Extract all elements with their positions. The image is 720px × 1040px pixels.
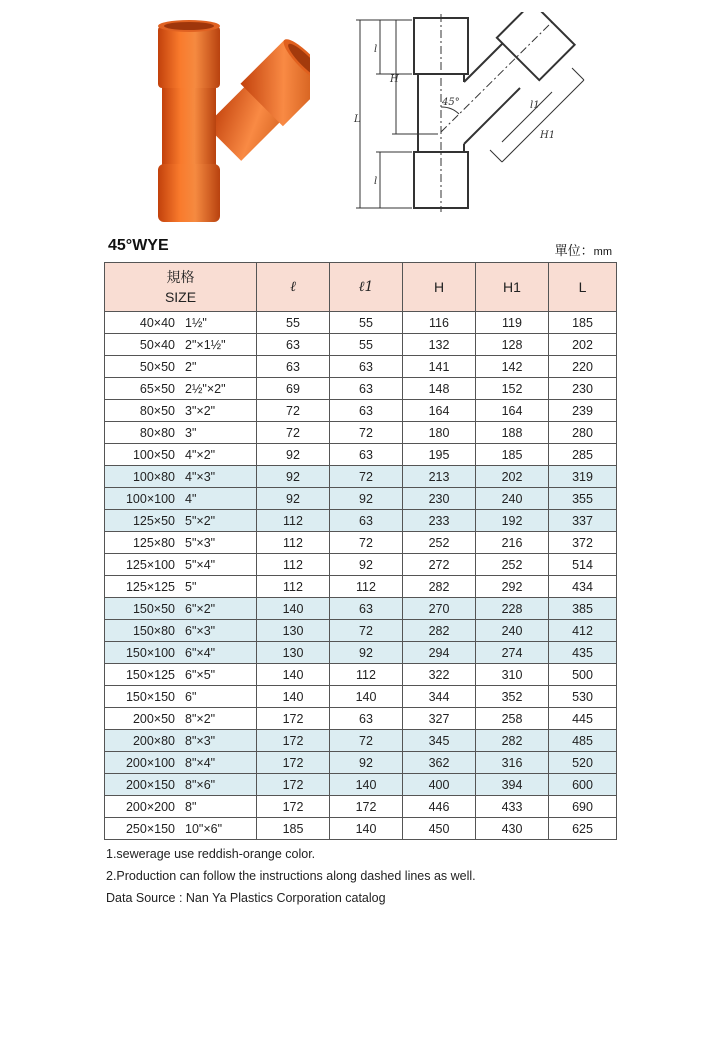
cell-size-metric: 150×80 — [132, 623, 175, 638]
cell-l: 69 — [257, 378, 330, 400]
cell-h1: 310 — [476, 664, 549, 686]
cell-l: 185 — [257, 818, 330, 840]
cell-size — [105, 642, 257, 664]
cell-l: 172 — [257, 796, 330, 818]
table-row — [105, 730, 617, 752]
table-row — [105, 752, 617, 774]
cell-size — [105, 708, 257, 730]
data-source: Data Source : Nan Ya Plastics Corporation catalog — [106, 891, 386, 905]
cell-h: 148 — [403, 378, 476, 400]
table-row — [105, 378, 617, 400]
cell-h1: 164 — [476, 400, 549, 422]
cell-big-l: 239 — [549, 400, 617, 422]
table-row — [105, 576, 617, 598]
cell-l: 112 — [257, 532, 330, 554]
spec-table — [104, 262, 617, 840]
cell-size-inch: 2" — [185, 359, 197, 374]
cell-size-metric: 80×80 — [139, 425, 175, 440]
table-row — [105, 488, 617, 510]
note-2: 2.Production can follow the instructions along dashed lines as well. — [106, 869, 476, 883]
cell-big-l: 690 — [549, 796, 617, 818]
cell-l: 112 — [257, 510, 330, 532]
cell-size-inch: 8" — [185, 799, 197, 814]
cell-l1: 112 — [330, 576, 403, 598]
table-row — [105, 466, 617, 488]
page-title: 45°WYE — [108, 237, 169, 254]
cell-size — [105, 664, 257, 686]
table-row — [105, 312, 617, 334]
table-row — [105, 620, 617, 642]
cell-size-metric: 200×80 — [132, 733, 175, 748]
cell-l: 92 — [257, 488, 330, 510]
cell-l1: 140 — [330, 818, 403, 840]
cell-l1: 72 — [330, 620, 403, 642]
cell-l1: 72 — [330, 466, 403, 488]
cell-size-inch: 4"×2" — [185, 447, 216, 462]
cell-size-metric: 150×150 — [125, 689, 175, 704]
cell-size-inch: 5" — [185, 579, 197, 594]
cell-l1: 112 — [330, 664, 403, 686]
cell-size — [105, 356, 257, 378]
cell-size — [105, 598, 257, 620]
cell-big-l: 385 — [549, 598, 617, 620]
cell-size — [105, 400, 257, 422]
table-row — [105, 510, 617, 532]
cell-size-inch: 10"×6" — [185, 821, 223, 836]
cell-size — [105, 576, 257, 598]
cell-h1: 240 — [476, 620, 549, 642]
cell-size-metric: 200×50 — [132, 711, 175, 726]
dim-big-l: L — [354, 114, 361, 125]
cell-h1: 228 — [476, 598, 549, 620]
cell-big-l: 434 — [549, 576, 617, 598]
cell-l1: 63 — [330, 378, 403, 400]
cell-size-inch: 4"×3" — [185, 469, 216, 484]
cell-h: 322 — [403, 664, 476, 686]
cell-l: 130 — [257, 642, 330, 664]
cell-h: 362 — [403, 752, 476, 774]
cell-size-metric: 125×80 — [132, 535, 175, 550]
cell-l1: 92 — [330, 488, 403, 510]
cell-size-metric: 200×150 — [125, 777, 175, 792]
cell-size-metric: 150×50 — [132, 601, 175, 616]
cell-h: 252 — [403, 532, 476, 554]
table-row — [105, 400, 617, 422]
cell-l: 72 — [257, 422, 330, 444]
cell-big-l: 412 — [549, 620, 617, 642]
cell-h: 446 — [403, 796, 476, 818]
dim-l-top: l — [374, 44, 378, 55]
cell-size — [105, 378, 257, 400]
header-big-l: L — [549, 263, 617, 312]
cell-size — [105, 620, 257, 642]
cell-big-l: 500 — [549, 664, 617, 686]
cell-l: 112 — [257, 554, 330, 576]
cell-size — [105, 488, 257, 510]
cell-h: 141 — [403, 356, 476, 378]
cell-big-l: 625 — [549, 818, 617, 840]
cell-h1: 119 — [476, 312, 549, 334]
cell-big-l: 280 — [549, 422, 617, 444]
table-row — [105, 334, 617, 356]
cell-h1: 192 — [476, 510, 549, 532]
cell-h: 400 — [403, 774, 476, 796]
wye-technical-drawing — [352, 12, 612, 217]
table-row — [105, 686, 617, 708]
cell-size — [105, 686, 257, 708]
cell-l1: 63 — [330, 510, 403, 532]
cell-size-inch: 6"×2" — [185, 601, 216, 616]
cell-size-metric: 40×40 — [139, 315, 175, 330]
cell-h1: 282 — [476, 730, 549, 752]
table-header-row — [105, 263, 617, 312]
cell-h: 344 — [403, 686, 476, 708]
cell-l1: 63 — [330, 708, 403, 730]
cell-size — [105, 730, 257, 752]
cell-h: 327 — [403, 708, 476, 730]
cell-size — [105, 444, 257, 466]
cell-size-inch: 1½" — [185, 315, 207, 330]
cell-size-inch: 2½"×2" — [185, 381, 226, 396]
table-row — [105, 642, 617, 664]
cell-h: 270 — [403, 598, 476, 620]
cell-h1: 430 — [476, 818, 549, 840]
cell-size-metric: 200×200 — [125, 799, 175, 814]
table-row — [105, 554, 617, 576]
table-row — [105, 356, 617, 378]
table-row — [105, 598, 617, 620]
cell-h: 282 — [403, 620, 476, 642]
cell-big-l: 520 — [549, 752, 617, 774]
cell-size — [105, 510, 257, 532]
table-row — [105, 664, 617, 686]
table-row — [105, 444, 617, 466]
cell-l: 63 — [257, 356, 330, 378]
cell-size — [105, 796, 257, 818]
cell-h: 116 — [403, 312, 476, 334]
unit-value: mm — [593, 246, 612, 258]
cell-h1: 188 — [476, 422, 549, 444]
cell-h1: 216 — [476, 532, 549, 554]
cell-h: 213 — [403, 466, 476, 488]
cell-size-inch: 6"×4" — [185, 645, 216, 660]
cell-size-inch: 4" — [185, 491, 197, 506]
cell-l1: 92 — [330, 752, 403, 774]
wye-fitting-photo — [148, 14, 310, 226]
cell-size-metric: 50×50 — [139, 359, 175, 374]
cell-l: 140 — [257, 598, 330, 620]
cell-size-metric: 100×50 — [132, 447, 175, 462]
notes — [106, 843, 476, 909]
cell-size-metric: 250×150 — [125, 821, 175, 836]
cell-l1: 72 — [330, 532, 403, 554]
cell-l1: 63 — [330, 400, 403, 422]
cell-big-l: 372 — [549, 532, 617, 554]
cell-h1: 394 — [476, 774, 549, 796]
cell-size-metric: 100×100 — [125, 491, 175, 506]
dim-l-bottom: l — [374, 176, 378, 187]
cell-size-metric: 65×50 — [139, 381, 175, 396]
cell-l1: 72 — [330, 730, 403, 752]
dim-l1: l1 — [530, 100, 540, 111]
cell-l: 55 — [257, 312, 330, 334]
cell-big-l: 220 — [549, 356, 617, 378]
cell-size-inch: 6"×3" — [185, 623, 216, 638]
table-row — [105, 796, 617, 818]
cell-l: 140 — [257, 686, 330, 708]
cell-size — [105, 532, 257, 554]
cell-h: 282 — [403, 576, 476, 598]
header-l: ℓ — [257, 263, 330, 312]
cell-h1: 128 — [476, 334, 549, 356]
cell-size-inch: 5"×2" — [185, 513, 216, 528]
cell-big-l: 514 — [549, 554, 617, 576]
cell-l: 92 — [257, 466, 330, 488]
unit-label-text: 單位： — [554, 243, 594, 258]
cell-l1: 55 — [330, 334, 403, 356]
dim-h1: H1 — [540, 130, 556, 141]
angle-label: 45° — [442, 97, 460, 108]
cell-size-inch: 8"×3" — [185, 733, 216, 748]
cell-l1: 140 — [330, 686, 403, 708]
cell-h1: 142 — [476, 356, 549, 378]
cell-size-metric: 125×50 — [132, 513, 175, 528]
cell-h: 233 — [403, 510, 476, 532]
cell-l1: 63 — [330, 598, 403, 620]
cell-big-l: 485 — [549, 730, 617, 752]
cell-h: 132 — [403, 334, 476, 356]
cell-l: 112 — [257, 576, 330, 598]
cell-size-inch: 5"×4" — [185, 557, 216, 572]
cell-size-metric: 125×125 — [125, 579, 175, 594]
cell-size-inch: 3"×2" — [185, 403, 216, 418]
cell-l1: 92 — [330, 554, 403, 576]
cell-big-l: 230 — [549, 378, 617, 400]
cell-big-l: 185 — [549, 312, 617, 334]
cell-size-inch: 8"×2" — [185, 711, 216, 726]
cell-l1: 55 — [330, 312, 403, 334]
cell-h: 180 — [403, 422, 476, 444]
cell-l1: 92 — [330, 642, 403, 664]
cell-h1: 202 — [476, 466, 549, 488]
cell-h1: 433 — [476, 796, 549, 818]
cell-h: 345 — [403, 730, 476, 752]
header-h: H — [403, 263, 476, 312]
cell-size-metric: 150×100 — [125, 645, 175, 660]
cell-big-l: 530 — [549, 686, 617, 708]
cell-big-l: 285 — [549, 444, 617, 466]
cell-big-l: 202 — [549, 334, 617, 356]
cell-h1: 252 — [476, 554, 549, 576]
table-row — [105, 818, 617, 840]
cell-size-inch: 6"×5" — [185, 667, 216, 682]
cell-h: 272 — [403, 554, 476, 576]
table-row — [105, 774, 617, 796]
cell-size — [105, 752, 257, 774]
cell-h: 294 — [403, 642, 476, 664]
cell-big-l: 445 — [549, 708, 617, 730]
unit-label — [555, 240, 612, 259]
cell-l: 92 — [257, 444, 330, 466]
cell-big-l: 337 — [549, 510, 617, 532]
cell-h1: 185 — [476, 444, 549, 466]
cell-size-metric: 200×100 — [125, 755, 175, 770]
cell-l1: 63 — [330, 356, 403, 378]
cell-size-inch: 5"×3" — [185, 535, 216, 550]
dim-h: H — [390, 74, 399, 85]
cell-size-inch: 3" — [185, 425, 197, 440]
header-h1: H1 — [476, 263, 549, 312]
cell-big-l: 355 — [549, 488, 617, 510]
cell-h1: 352 — [476, 686, 549, 708]
cell-h1: 240 — [476, 488, 549, 510]
table-row — [105, 422, 617, 444]
cell-l1: 172 — [330, 796, 403, 818]
cell-size — [105, 312, 257, 334]
cell-l: 130 — [257, 620, 330, 642]
cell-l: 172 — [257, 774, 330, 796]
cell-l1: 63 — [330, 444, 403, 466]
cell-size-inch: 2"×1½" — [185, 337, 226, 352]
table-row — [105, 708, 617, 730]
header-size-en: SIZE — [164, 289, 197, 305]
cell-h: 164 — [403, 400, 476, 422]
cell-size — [105, 554, 257, 576]
table-row — [105, 532, 617, 554]
cell-big-l: 319 — [549, 466, 617, 488]
cell-size-inch: 8"×6" — [185, 777, 216, 792]
cell-h: 230 — [403, 488, 476, 510]
cell-h: 450 — [403, 818, 476, 840]
cell-h1: 152 — [476, 378, 549, 400]
cell-big-l: 435 — [549, 642, 617, 664]
cell-h1: 316 — [476, 752, 549, 774]
cell-l1: 72 — [330, 422, 403, 444]
cell-l1: 140 — [330, 774, 403, 796]
cell-size — [105, 466, 257, 488]
cell-l: 63 — [257, 334, 330, 356]
header-size — [105, 263, 257, 312]
cell-big-l: 600 — [549, 774, 617, 796]
cell-size-metric: 150×125 — [125, 667, 175, 682]
cell-size-metric: 100×80 — [132, 469, 175, 484]
cell-l: 140 — [257, 664, 330, 686]
cell-h1: 258 — [476, 708, 549, 730]
header-size-cn: 規格 — [166, 269, 195, 285]
cell-size — [105, 818, 257, 840]
cell-size-inch: 6" — [185, 689, 197, 704]
cell-size — [105, 334, 257, 356]
cell-l: 172 — [257, 708, 330, 730]
cell-h1: 274 — [476, 642, 549, 664]
cell-size-metric: 50×40 — [139, 337, 175, 352]
cell-l: 172 — [257, 752, 330, 774]
cell-h: 195 — [403, 444, 476, 466]
cell-size-inch: 8"×4" — [185, 755, 216, 770]
cell-h1: 292 — [476, 576, 549, 598]
cell-size — [105, 422, 257, 444]
note-1: 1.sewerage use reddish-orange color. — [106, 847, 316, 861]
cell-size-metric: 125×100 — [125, 557, 175, 572]
header-l1: ℓ1 — [330, 263, 403, 312]
cell-size-metric: 80×50 — [139, 403, 175, 418]
cell-l: 72 — [257, 400, 330, 422]
cell-size — [105, 774, 257, 796]
cell-l: 172 — [257, 730, 330, 752]
